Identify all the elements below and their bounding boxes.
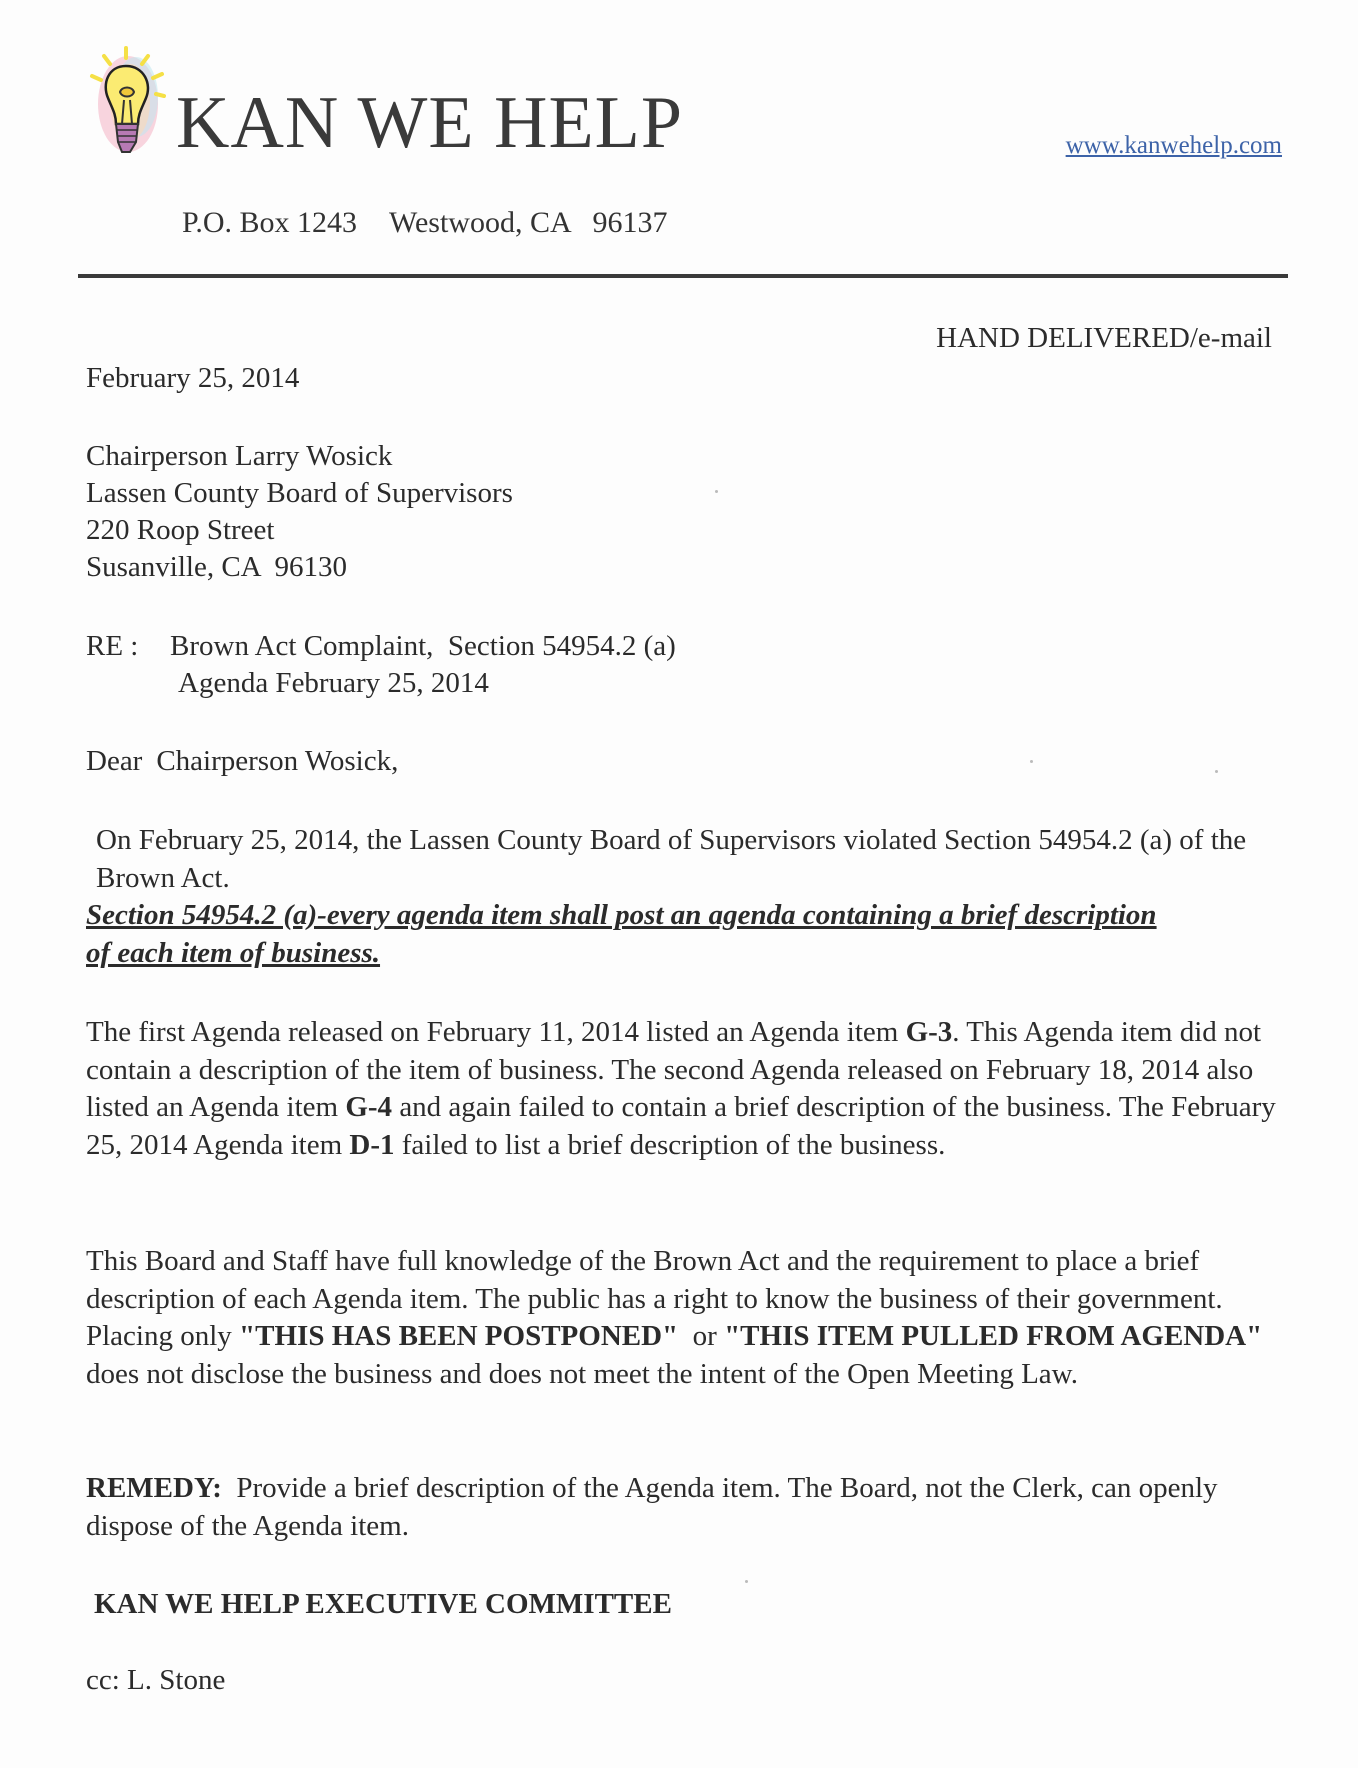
paragraph-agenda-history bbox=[86, 1014, 1286, 1164]
re-line-1: Brown Act Complaint, Section 54954.2 (a) bbox=[170, 630, 676, 662]
delivery-method: HAND DELIVERED/e-mail bbox=[936, 322, 1272, 354]
text: . This Agenda item did not contain a description of the item of business. The second Agenda released on February 18, 2014 also listed an Agenda item bbox=[86, 1016, 1262, 1123]
org-address bbox=[182, 206, 667, 240]
salutation-greeting: Dear bbox=[86, 745, 143, 777]
header-divider bbox=[78, 274, 1288, 278]
recipient-line: Susanville, CA 96130 bbox=[86, 551, 348, 583]
recipient-address bbox=[86, 438, 513, 586]
paragraph-knowledge bbox=[86, 1243, 1286, 1393]
text: and again failed to contain a brief description of the business. The February 25, 2014 Agenda item bbox=[86, 1091, 1276, 1161]
scan-speck bbox=[745, 1580, 748, 1583]
quoted-phrase-postponed: "THIS HAS BEEN POSTPONED" bbox=[239, 1320, 679, 1352]
re-line-2: Agenda February 25, 2014 bbox=[178, 667, 489, 699]
lightbulb-icon bbox=[86, 42, 176, 162]
text: or bbox=[678, 1320, 725, 1352]
salutation-name: Chairperson Wosick, bbox=[156, 745, 399, 777]
po-box: P.O. Box 1243 bbox=[182, 206, 358, 239]
subject-line bbox=[86, 628, 676, 702]
scan-speck bbox=[1030, 760, 1033, 763]
remedy-label: REMEDY: bbox=[86, 1472, 222, 1504]
letter-date: February 25, 2014 bbox=[86, 362, 300, 394]
agenda-item-d1: D-1 bbox=[349, 1128, 395, 1161]
agenda-item-g3: G-3 bbox=[905, 1016, 953, 1048]
org-name: KAN WE HELP bbox=[176, 82, 684, 164]
recipient-line: Chairperson Larry Wosick bbox=[86, 440, 393, 472]
text: The first Agenda released on February 11, 2014 listed an Agenda item bbox=[86, 1016, 906, 1048]
city-state-zip: Westwood, CA 96137 bbox=[389, 206, 668, 239]
cc-line: cc: L. Stone bbox=[86, 1664, 226, 1696]
paragraph-violation bbox=[86, 822, 1286, 972]
statute-quote: Section 54954.2 (a)-every agenda item shall post an agenda containing a brief description of each item of business. bbox=[86, 899, 1157, 969]
recipient-line: Lassen County Board of Supervisors bbox=[86, 477, 513, 509]
text: does not disclose the business and does not meet the intent of the Open Meeting Law. bbox=[86, 1357, 1078, 1390]
agenda-item-g4: G-4 bbox=[345, 1091, 393, 1123]
scan-speck bbox=[1215, 770, 1218, 773]
scan-speck bbox=[715, 490, 718, 493]
recipient-line: 220 Roop Street bbox=[86, 514, 275, 546]
website-link[interactable]: www.kanwehelp.com bbox=[1065, 132, 1282, 159]
signature: KAN WE HELP EXECUTIVE COMMITTEE bbox=[94, 1588, 672, 1620]
violation-text: On February 25, 2014, the Lassen County Board of Supervisors violated Section 54954.2 (a) of the Brown Act. bbox=[96, 824, 1247, 894]
text: This Board and Staff have full knowledge of the Brown Act and the requirement to place a brief description of each Agenda item. The public has a right to know the business of their government. Placing only bbox=[86, 1245, 1223, 1352]
text: failed to list a brief description of the business. bbox=[394, 1128, 946, 1161]
remedy-text: Provide a brief description of the Agenda item. The Board, not the Clerk, can openly dispose of the Agenda item. bbox=[86, 1472, 1225, 1542]
salutation bbox=[86, 743, 398, 780]
re-label: RE : bbox=[86, 630, 139, 662]
quoted-phrase-pulled: "THIS ITEM PULLED FROM AGENDA" bbox=[724, 1320, 1263, 1352]
paragraph-remedy bbox=[86, 1470, 1286, 1545]
